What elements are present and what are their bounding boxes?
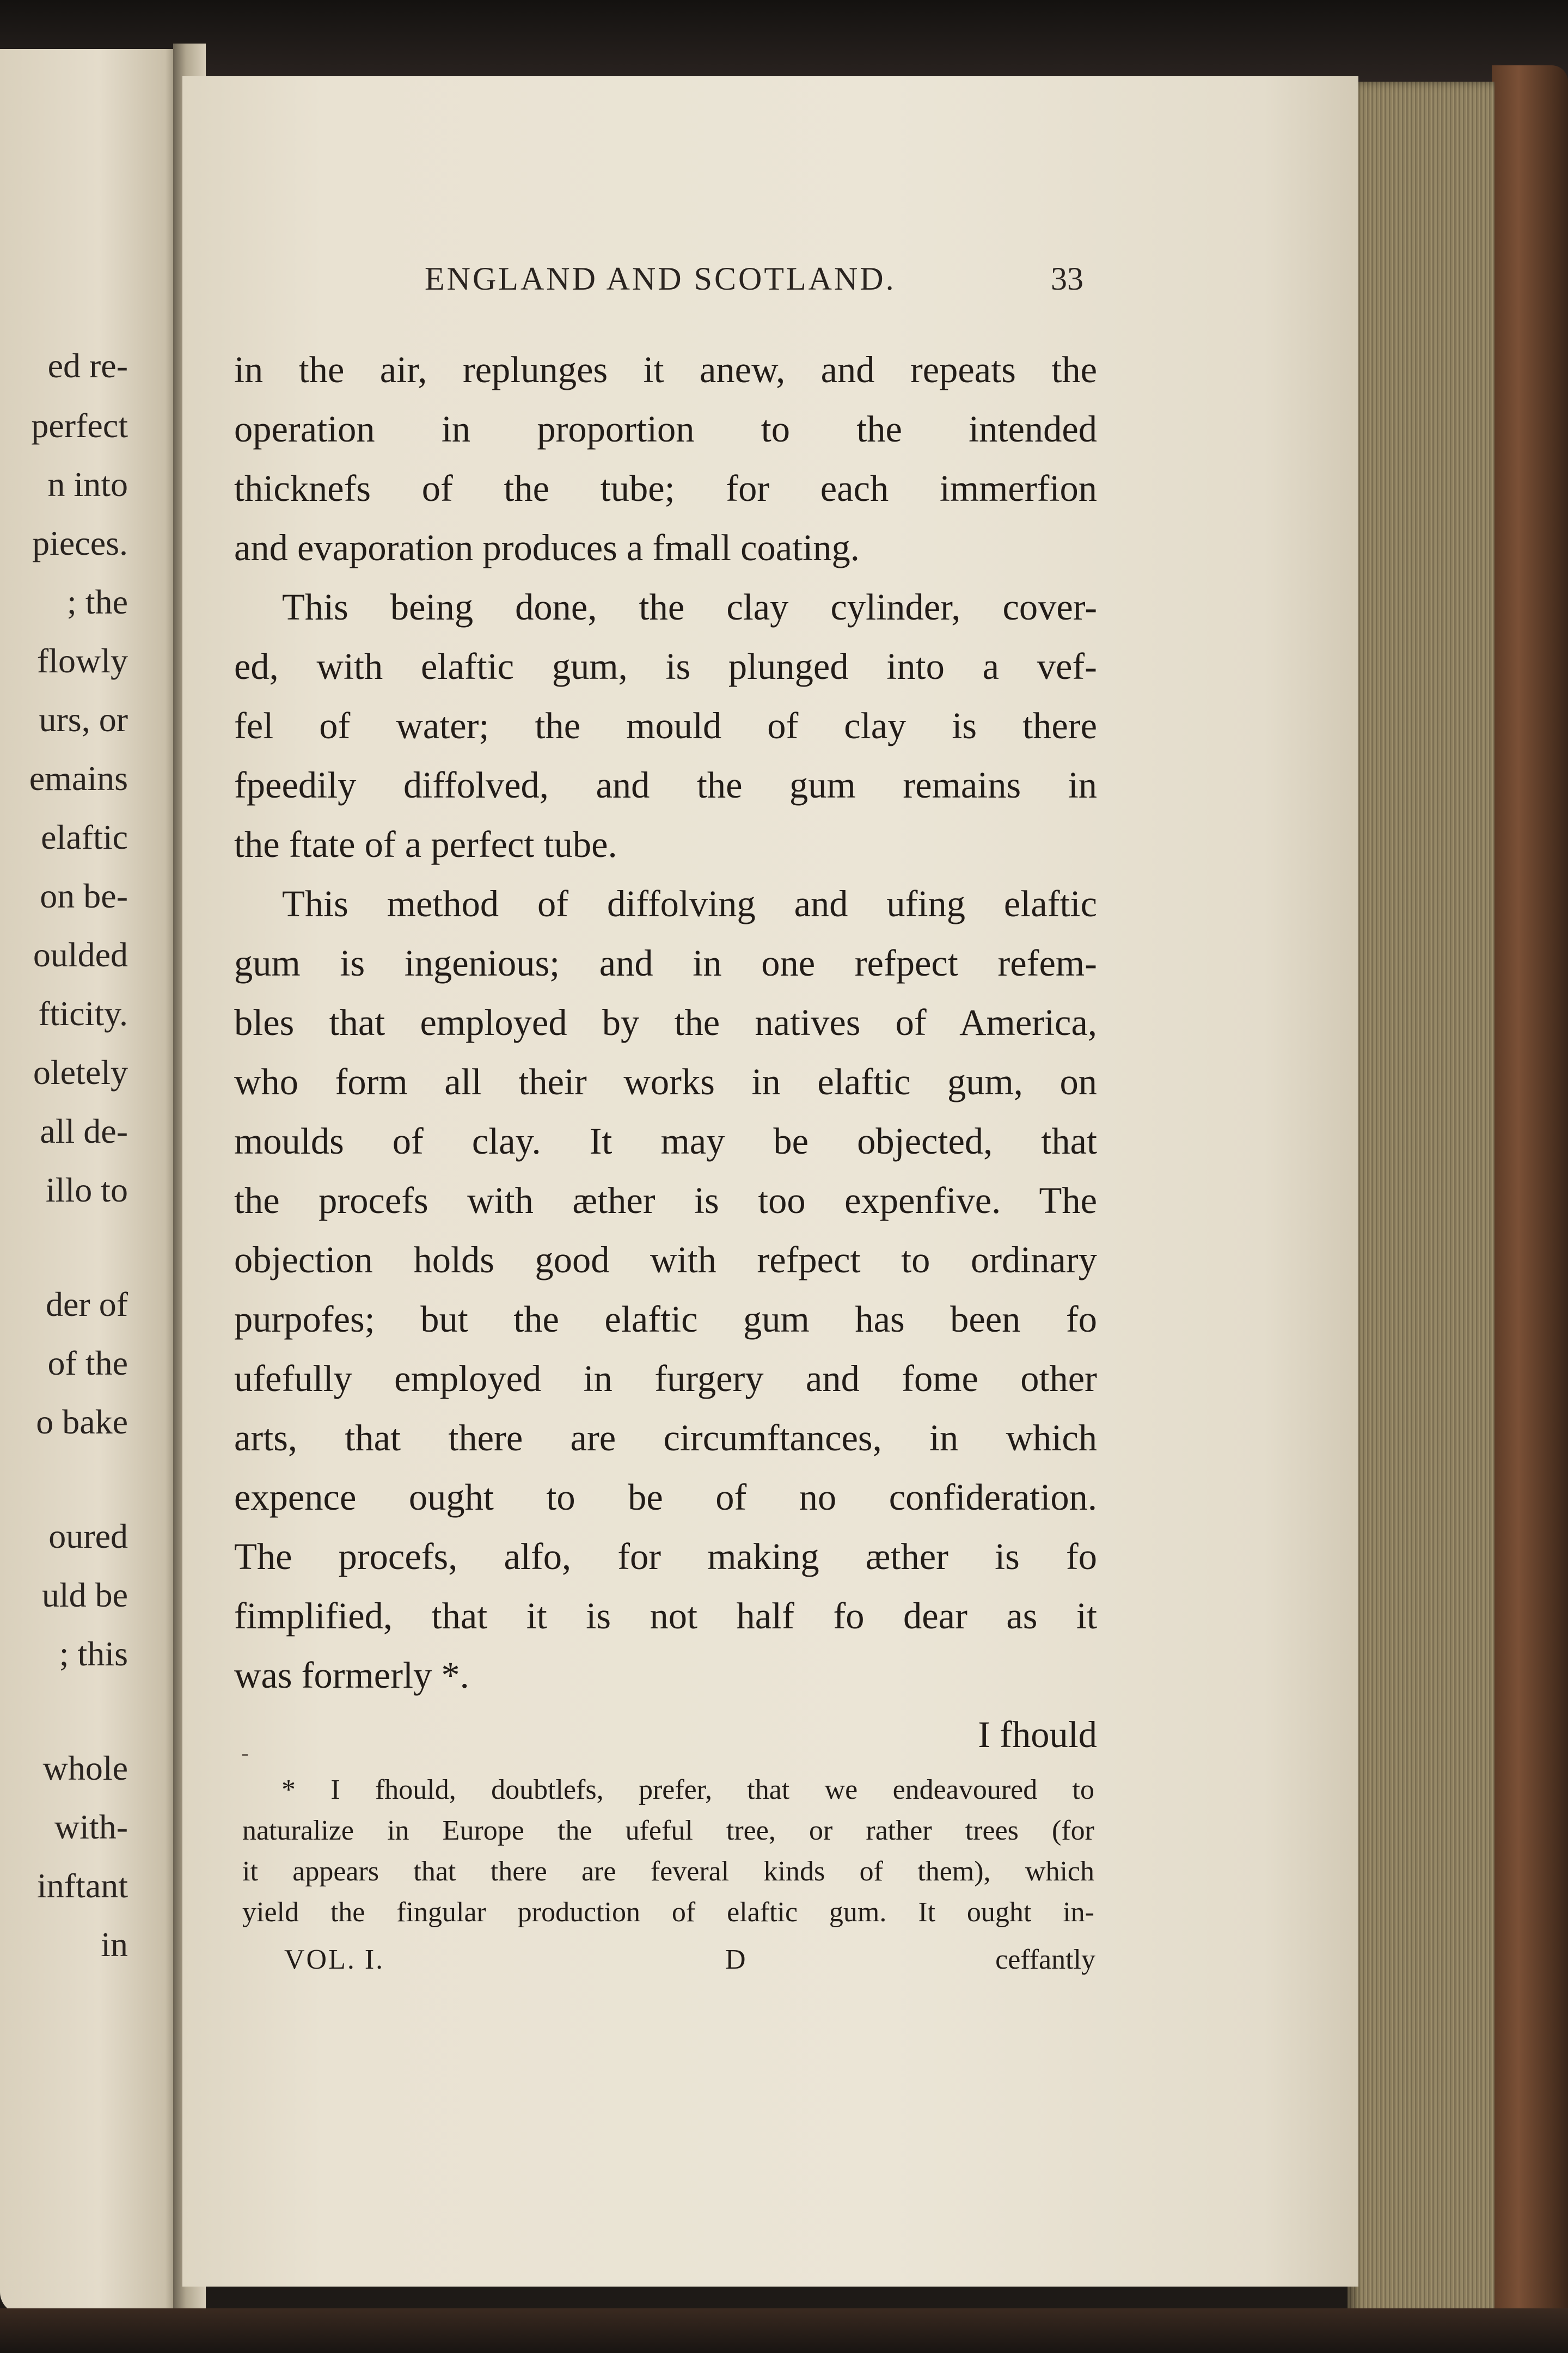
text-line: purpofes; but the elaftic gum has been fo <box>234 1298 1097 1340</box>
text-line: objection holds good with refpect to ordinary <box>234 1239 1097 1280</box>
left-page-text <box>0 327 128 2014</box>
left-fragment: o bake <box>36 1402 128 1441</box>
left-fragment: with- <box>54 1807 128 1846</box>
text-line: This being done, the clay cylinder, cover- <box>282 586 1097 628</box>
left-fragment: ; this <box>59 1634 128 1673</box>
left-fragment: pieces. <box>32 524 128 562</box>
text-line: gum is ingenious; and in one refpect refem- <box>234 942 1097 984</box>
left-fragment: illo to <box>45 1171 128 1209</box>
left-fragment: oletely <box>33 1053 128 1092</box>
text-line: bles that employed by the natives of America, <box>234 1002 1097 1043</box>
catchword: I fhould <box>978 1714 1097 1755</box>
left-fragment: ; the <box>67 583 128 621</box>
text-line: This method of diffolving and ufing elaftic <box>282 883 1097 924</box>
left-fragment: of the <box>47 1344 128 1382</box>
text-line: thicknefs of the tube; for each immerfion <box>234 468 1097 509</box>
left-fragment: all de- <box>40 1112 128 1150</box>
text-line: moulds of clay. It may be objected, that <box>234 1120 1097 1162</box>
left-fragment: on be- <box>40 877 128 915</box>
text-line: The procefs, alfo, for making æther is fo <box>234 1536 1097 1577</box>
footnote-mark-rule <box>242 1754 248 1756</box>
left-fragment: uld be <box>41 1576 128 1614</box>
text-line: ed, with elaftic gum, is plunged into a vef- <box>234 646 1097 687</box>
book-cover-bottom <box>0 2308 1568 2353</box>
left-fragment: whole <box>42 1749 128 1787</box>
text-line: the ftate of a perfect tube. <box>234 824 617 865</box>
left-fragment: oured <box>48 1517 128 1555</box>
left-fragment: emains <box>29 759 128 798</box>
volume-label: VOL. I. <box>284 1944 385 1975</box>
left-fragment: urs, or <box>39 700 128 739</box>
page-number: 33 <box>1051 261 1083 297</box>
text-line: operation in proportion to the intended <box>234 408 1097 450</box>
left-fragment: inftant <box>36 1866 128 1905</box>
left-fragment: der of <box>45 1285 128 1323</box>
body-text <box>234 340 1097 1764</box>
footnote-line: naturalize in Europe the ufeful tree, or rather trees (for <box>242 1815 1094 1846</box>
running-head: ENGLAND AND SCOTLAND. <box>425 261 896 297</box>
footnote-catchword: ceffantly <box>995 1944 1095 1975</box>
left-fragment: oulded <box>33 935 128 974</box>
text-line: the procefs with æther is too expenfive. The <box>234 1180 1097 1221</box>
left-fragment: perfect <box>31 406 128 445</box>
text-line: ufefully employed in furgery and fome other <box>234 1358 1097 1399</box>
left-fragment: n into <box>47 465 128 504</box>
left-fragment: elaftic <box>41 818 128 856</box>
text-line: fel of water; the mould of clay is there <box>234 705 1097 746</box>
text-line: in the air, replunges it anew, and repeats the <box>234 349 1097 390</box>
footnote-line: yield the fingular production of elaftic gum. It ought in- <box>242 1897 1094 1928</box>
book-cover-right <box>1492 65 1568 2330</box>
text-line: who form all their works in elaftic gum, on <box>234 1061 1097 1102</box>
left-fragment: fticity. <box>38 994 128 1033</box>
text-line: fimplified, that it is not half fo dear as it <box>234 1595 1097 1637</box>
footnote-line: * I fhould, doubtlefs, prefer, that we endeavoured to <box>281 1774 1094 1805</box>
text-line: and evaporation produces a fmall coating. <box>234 527 860 568</box>
text-line: expence ought to be of no confideration. <box>234 1476 1097 1518</box>
book-cover-top <box>0 0 1568 82</box>
text-line: arts, that there are circumftances, in which <box>234 1417 1097 1459</box>
signature-line <box>284 1944 1095 1987</box>
signature-mark: D <box>725 1944 746 1975</box>
text-line: was formerly *. <box>234 1655 469 1696</box>
footnote <box>242 1769 1094 1933</box>
page-edges <box>1347 82 1494 2319</box>
footnote-line: it appears that there are feveral kinds of them), which <box>242 1856 1094 1887</box>
left-fragment: flowly <box>36 641 128 680</box>
left-fragment: in <box>101 1925 128 1964</box>
left-fragment: ed re- <box>47 346 128 385</box>
text-line: fpeedily diffolved, and the gum remains in <box>234 764 1097 806</box>
